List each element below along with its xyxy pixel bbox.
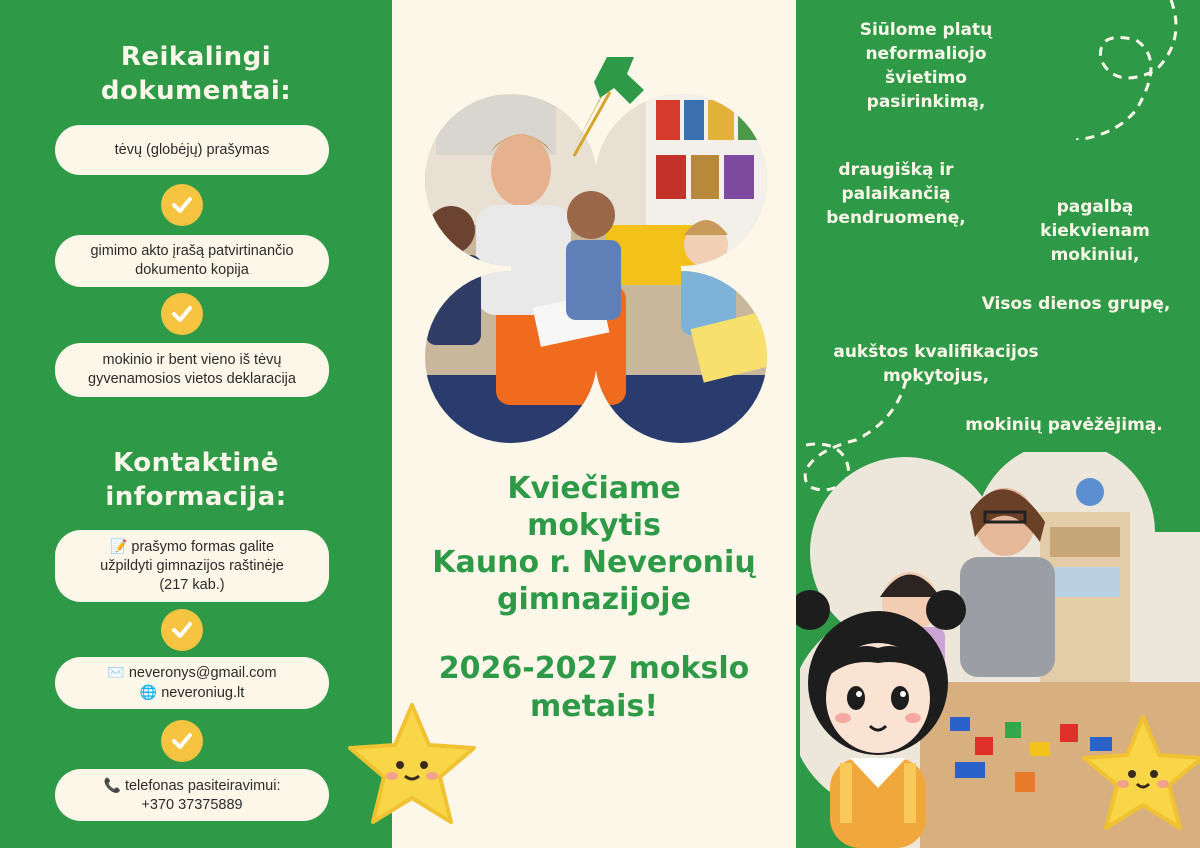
check-icon: [161, 720, 203, 762]
offer-text: mokinių pavėžėjimą.: [965, 415, 1163, 435]
documents-heading-line: dokumentai:: [100, 76, 292, 106]
dashed-swirl-icon: [1076, 0, 1200, 140]
offer-text: kiekvienam: [1040, 221, 1150, 241]
contact-text: užpildyti gimnazijos raštinėje: [100, 558, 284, 574]
year-line: 2026-2027 mokslo: [438, 651, 750, 686]
document-item: [55, 343, 329, 397]
offer-item: [1020, 195, 1170, 267]
contact-text: (217 kab.): [159, 577, 225, 593]
offer-text: pagalbą: [1056, 197, 1134, 217]
envelope-icon: ✉️: [107, 664, 125, 680]
check-icon: [161, 184, 203, 226]
right-panel: [796, 0, 1200, 848]
year-line: metais!: [529, 689, 658, 724]
offer-text: palaikančią: [841, 184, 951, 204]
offer-text: švietimo: [885, 68, 967, 88]
girl-cartoon-icon: [796, 588, 968, 848]
title-line: Kauno r. Neveronių: [432, 545, 756, 580]
document-item-text: gyvenamosios vietos deklaracija: [88, 371, 296, 387]
contact-item-forms: [55, 530, 329, 602]
document-item-text: gimimo akto įrašą patvirtinančio: [90, 243, 294, 259]
offer-text: aukštos kvalifikacijos: [833, 342, 1039, 362]
contact-item-email: [55, 657, 329, 709]
offer-item: [836, 18, 1016, 114]
offer-text: pasirinkimą,: [866, 92, 986, 112]
offer-item: [961, 292, 1191, 316]
title-line: gimnazijoje: [497, 582, 691, 617]
offer-item: [806, 340, 1066, 388]
contact-heading: [0, 446, 392, 514]
globe-icon: 🌐: [139, 684, 158, 700]
contact-item-phone: [55, 769, 329, 821]
offer-text: mokiniui,: [1050, 245, 1140, 265]
title-line: mokytis: [527, 508, 661, 543]
website-link[interactable]: neveroniug.lt: [161, 685, 245, 701]
offer-text: Visos dienos grupę,: [981, 294, 1171, 314]
offer-item: [944, 413, 1184, 437]
title-line: Kviečiame: [507, 471, 681, 506]
memo-icon: 📝: [109, 538, 128, 554]
document-item-text: tėvų (globėjų) prašymas: [114, 141, 270, 158]
email-link[interactable]: neveronys@gmail.com: [128, 665, 277, 681]
offer-text: mokytojus,: [882, 366, 990, 386]
contact-text: telefonas pasiteiravimui:: [124, 777, 281, 794]
document-item: [55, 125, 329, 175]
offer-text: bendruomenę,: [826, 208, 966, 228]
offer-text: Siūlome platų: [859, 20, 993, 40]
documents-heading: [0, 40, 392, 108]
left-panel: [0, 0, 392, 848]
offer-item: [806, 158, 986, 230]
offer-text: draugišką ir: [838, 160, 954, 180]
document-item: [55, 235, 329, 287]
check-icon: [161, 609, 203, 651]
contact-heading-line: informacija:: [105, 482, 287, 512]
middle-panel: [392, 0, 796, 848]
pushpin-icon: [572, 52, 662, 162]
star-mascot-icon: [1078, 712, 1200, 837]
invitation-title: [392, 470, 796, 618]
contact-text: prašymo formas galite: [131, 539, 275, 555]
check-icon: [161, 293, 203, 335]
documents-heading-line: Reikalingi: [120, 42, 272, 72]
contact-heading-line: Kontaktinė: [113, 448, 279, 478]
star-mascot-icon: [342, 700, 482, 830]
phone-number[interactable]: +370 37375889: [141, 796, 243, 813]
offer-text: neformaliojo: [865, 44, 987, 64]
document-item-text: mokinio ir bent vieno iš tėvų: [102, 352, 282, 368]
phone-icon: 📞: [103, 776, 121, 793]
document-item-text: dokumento kopija: [135, 262, 249, 278]
